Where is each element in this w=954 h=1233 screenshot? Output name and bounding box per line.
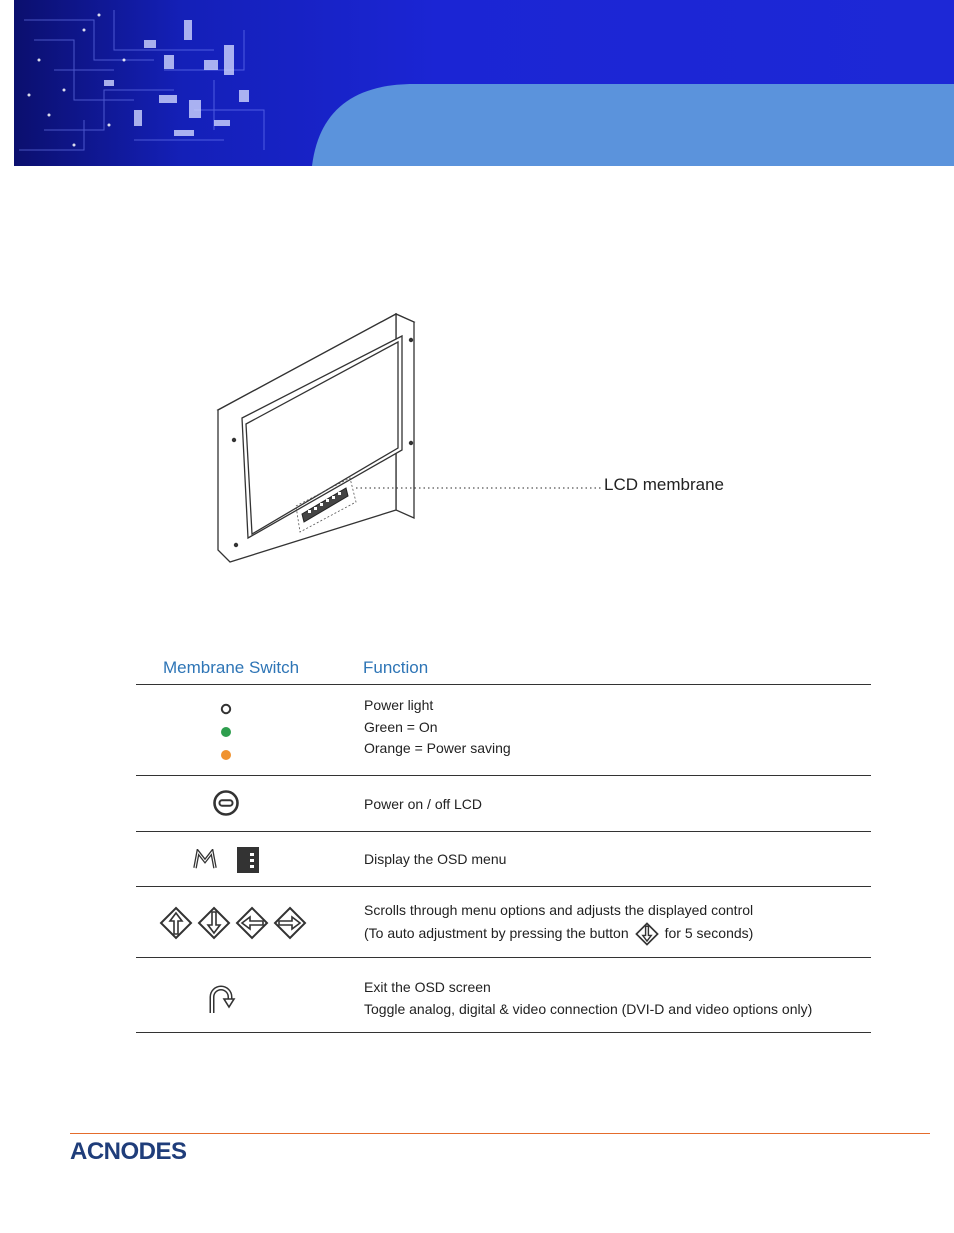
power-button-icon <box>136 786 316 820</box>
function-line: Green = On <box>364 718 438 735</box>
down-arrow-inline-icon <box>635 922 659 946</box>
table-row-power <box>136 776 871 831</box>
svg-text:ACNODES: ACNODES <box>70 1138 187 1164</box>
table-row-power-light <box>136 685 871 775</box>
function-line: Power light <box>364 697 434 713</box>
function-text <box>364 794 482 816</box>
function-line-part: (To auto adjustment by pressing the button <box>364 924 629 941</box>
function-line-part: for 5 seconds) <box>664 924 754 941</box>
table-row-arrows <box>136 887 871 957</box>
arrow-buttons-icon <box>158 906 308 940</box>
function-text <box>364 695 511 760</box>
m-key-icon <box>193 849 217 871</box>
function-line: Exit the OSD screen <box>364 979 491 995</box>
footer-rule <box>70 1133 930 1134</box>
lcd-monitor-illustration <box>200 300 760 580</box>
left-arrow-icon <box>235 906 269 940</box>
function-line: Toggle analog, digital & video connection (DVI-D and video options only) <box>364 1000 813 1017</box>
led-indicators-icon <box>136 697 316 767</box>
lcd-membrane-label: LCD membrane <box>604 475 724 494</box>
function-line: Display the OSD menu <box>364 851 507 867</box>
function-line: Scrolls through menu options and adjusts the displayed control <box>364 902 754 918</box>
down-arrow-icon <box>197 906 231 940</box>
header-banner <box>14 0 954 166</box>
acnodes-logo <box>70 1138 230 1169</box>
table-row-exit <box>136 958 871 1032</box>
exit-button-icon <box>131 982 311 1016</box>
power-light-off-icon <box>219 702 233 716</box>
function-text <box>364 977 812 1020</box>
circuit-board-banner-image <box>14 0 954 166</box>
menu-key-icon <box>237 847 259 873</box>
table-rule <box>136 1032 871 1033</box>
menu-button-icon <box>136 844 316 876</box>
right-arrow-icon <box>273 906 307 940</box>
up-arrow-icon <box>159 906 193 940</box>
function-line <box>364 922 753 946</box>
function-text <box>364 849 506 871</box>
power-light-orange-icon <box>219 748 233 762</box>
column-header-function: Function <box>363 658 429 677</box>
power-light-green-icon <box>219 725 233 739</box>
function-text <box>364 900 753 946</box>
table-row-menu <box>136 832 871 886</box>
function-line: Orange = Power saving <box>364 740 511 756</box>
column-header-membrane-switch: Membrane Switch <box>163 658 300 677</box>
function-line: Power on / off LCD <box>364 796 483 812</box>
